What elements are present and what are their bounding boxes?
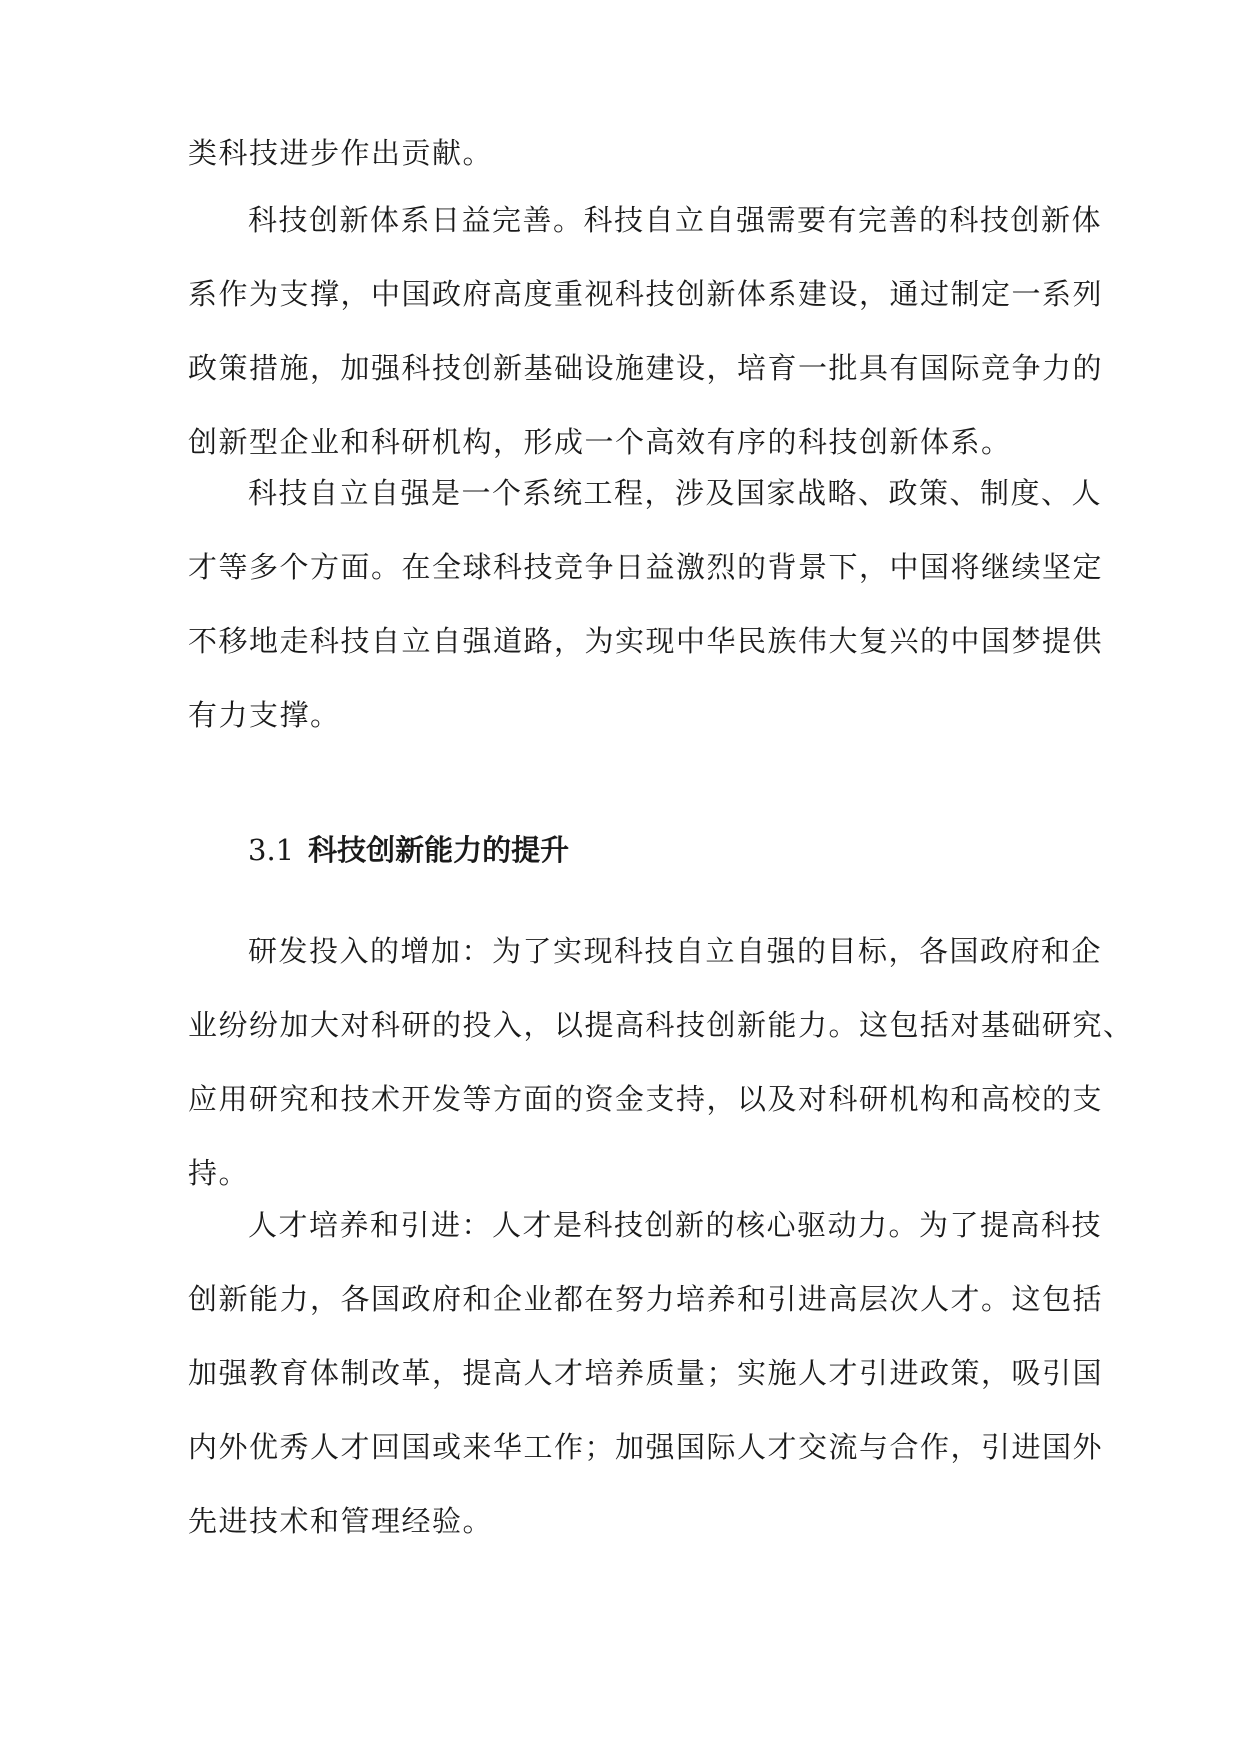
paragraph-line: 创新型企业和科研机构，形成一个高效有序的科技创新体系。 — [188, 425, 1012, 459]
paragraph-line: 类科技进步作出贡献。 — [188, 136, 494, 170]
paragraph-line: 先进技术和管理经验。 — [188, 1504, 494, 1538]
paragraph-line: 才等多个方面。在全球科技竞争日益激烈的背景下，中国将继续坚定 — [188, 550, 1104, 584]
paragraph-system-engineering — [188, 456, 1104, 752]
paragraph-line: 内外优秀人才回国或来华工作；加强国际人才交流与合作，引进国外 — [188, 1430, 1104, 1464]
paragraph-line: 创新能力，各国政府和企业都在努力培养和引进高层次人才。这包括 — [188, 1282, 1104, 1316]
paragraph-talent — [188, 1188, 1104, 1558]
paragraph-line: 有力支撑。 — [188, 698, 341, 732]
paragraph-line: 科技自立自强是一个系统工程，涉及国家战略、政策、制度、人 — [248, 476, 1103, 510]
paragraph-line: 应用研究和技术开发等方面的资金支持，以及对科研机构和高校的支 — [188, 1082, 1104, 1116]
paragraph-continuation — [188, 116, 1054, 190]
paragraph-line: 政策措施，加强科技创新基础设施建设，培育一批具有国际竞争力的 — [188, 351, 1104, 385]
paragraph-line: 研发投入的增加：为了实现科技自立自强的目标，各国政府和企 — [248, 934, 1103, 968]
paragraph-line: 不移地走科技自立自强道路，为实现中华民族伟大复兴的中国梦提供 — [188, 624, 1104, 658]
paragraph-line: 科技创新体系日益完善。科技自立自强需要有完善的科技创新体 — [248, 203, 1103, 237]
paragraph-line: 系作为支撑，中国政府高度重视科技创新体系建设，通过制定一系列 — [188, 277, 1104, 311]
section-heading — [248, 830, 569, 870]
paragraph-line: 持。 — [188, 1156, 250, 1190]
paragraph-line: 加强教育体制改革，提高人才培养质量；实施人才引进政策，吸引国 — [188, 1356, 1104, 1390]
paragraph-rd-investment — [188, 914, 1134, 1210]
section-number: 3.1 — [248, 833, 295, 867]
paragraph-line: 业纷纷加大对科研的投入，以提高科技创新能力。这包括对基础研究、 — [188, 1008, 1134, 1042]
section-title: 科技创新能力的提升 — [308, 833, 570, 867]
paragraph-innovation-system — [188, 183, 1104, 479]
paragraph-line: 人才培养和引进：人才是科技创新的核心驱动力。为了提高科技 — [248, 1208, 1103, 1242]
